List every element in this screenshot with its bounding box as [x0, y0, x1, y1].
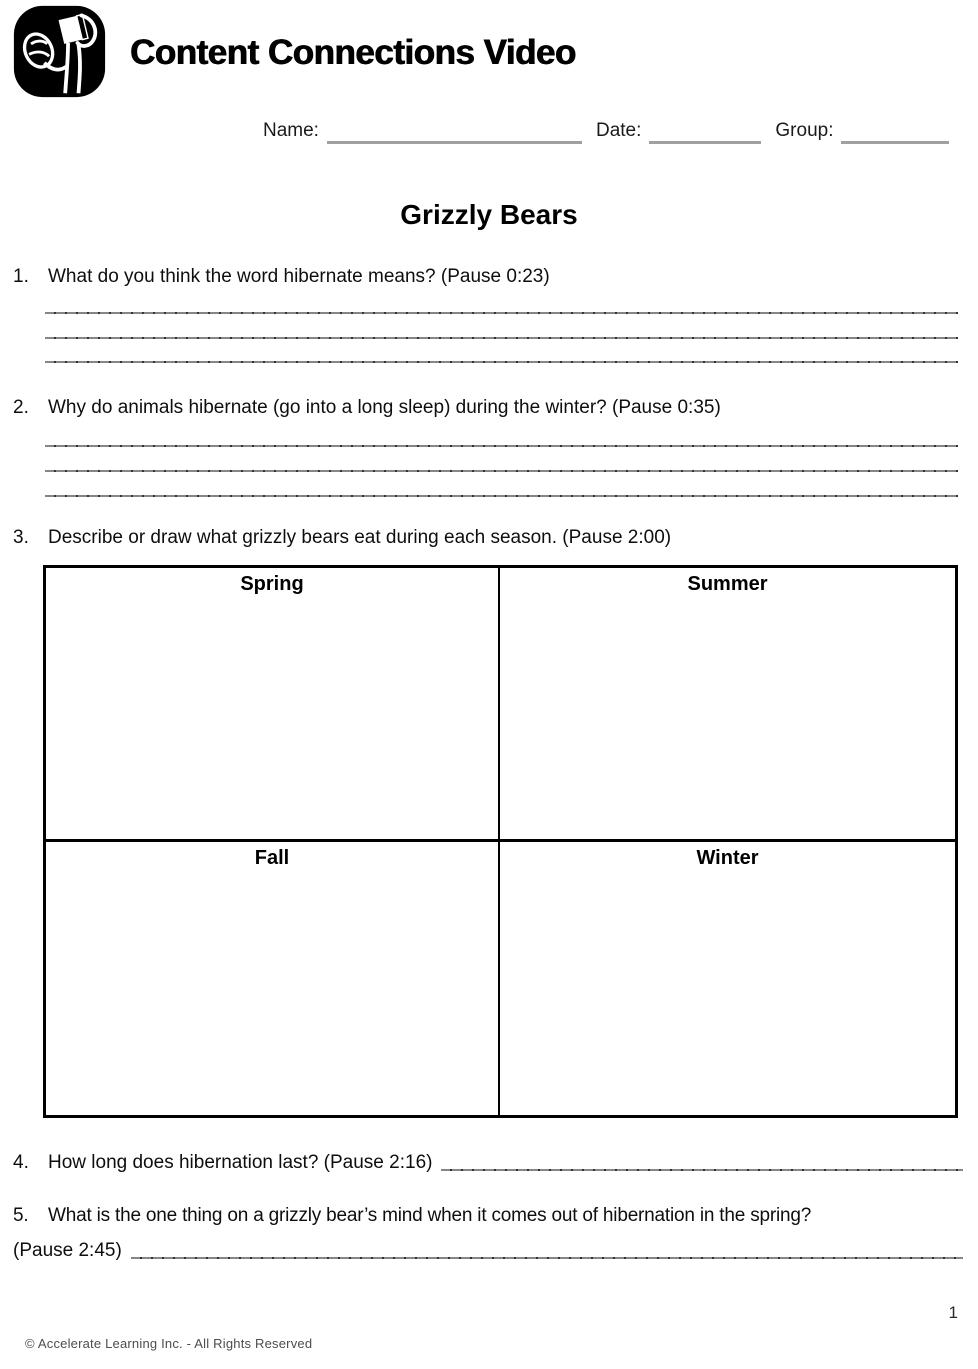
season-header-spring: Spring — [240, 573, 304, 595]
answer-line[interactable] — [45, 470, 958, 472]
group-label: Group: — [775, 120, 834, 141]
question-2-number: 2. — [13, 397, 29, 418]
answer-line[interactable] — [45, 337, 958, 339]
question-2-text: Why do animals hibernate (go into a long sleep) during the winter? (Pause 0:35) — [48, 397, 721, 418]
season-header-summer: Summer — [687, 573, 768, 595]
name-label: Name: — [263, 120, 319, 141]
answer-line[interactable] — [45, 361, 958, 363]
group-field-line[interactable] — [841, 128, 949, 144]
question-2 — [13, 397, 963, 419]
season-header-fall: Fall — [254, 847, 290, 869]
date-label: Date: — [595, 120, 642, 141]
season-cell-winter[interactable] — [500, 842, 955, 1115]
question-5-pause-label: (Pause 2:45) — [13, 1240, 122, 1261]
question-3 — [13, 527, 963, 549]
question-3-number: 3. — [13, 527, 29, 548]
question-5-text: What is the one thing on a grizzly bear’s mind when it comes out of hibernation in the spring? — [48, 1205, 812, 1226]
season-cell-fall[interactable] — [46, 842, 500, 1115]
question-3-text: Describe or draw what grizzly bears eat during each season. (Pause 2:00) — [48, 527, 672, 548]
copyright-notice: © Accelerate Learning Inc. - All Rights Reserved — [25, 1336, 313, 1351]
question-5-continuation — [13, 1240, 963, 1262]
answer-blank[interactable] — [131, 1257, 963, 1259]
season-cell-summer[interactable] — [500, 568, 955, 842]
worksheet-title: Grizzly Bears — [400, 199, 578, 230]
question-5-number: 5. — [13, 1205, 29, 1226]
series-title: Content Connections Video — [130, 33, 576, 72]
answer-line[interactable] — [45, 495, 958, 497]
season-cell-spring[interactable] — [46, 568, 500, 842]
film-projector-icon — [12, 4, 107, 99]
date-field-line[interactable] — [649, 128, 761, 144]
answer-blank[interactable] — [441, 1169, 963, 1171]
question-5 — [13, 1205, 963, 1227]
page-number: 1 — [948, 1303, 958, 1322]
question-4-text: How long does hibernation last? (Pause 2:16) — [48, 1152, 433, 1173]
answer-line[interactable] — [45, 445, 958, 447]
question-1-number: 1. — [13, 266, 29, 287]
season-header-winter: Winter — [696, 847, 759, 869]
question-4 — [13, 1152, 963, 1174]
question-1 — [13, 266, 963, 288]
season-table — [43, 565, 958, 1118]
question-4-number: 4. — [13, 1152, 29, 1173]
student-info-row — [263, 120, 960, 144]
question-1-text: What do you think the word hibernate means? (Pause 0:23) — [48, 266, 550, 287]
name-field-line[interactable] — [327, 128, 582, 144]
answer-line[interactable] — [45, 312, 958, 314]
